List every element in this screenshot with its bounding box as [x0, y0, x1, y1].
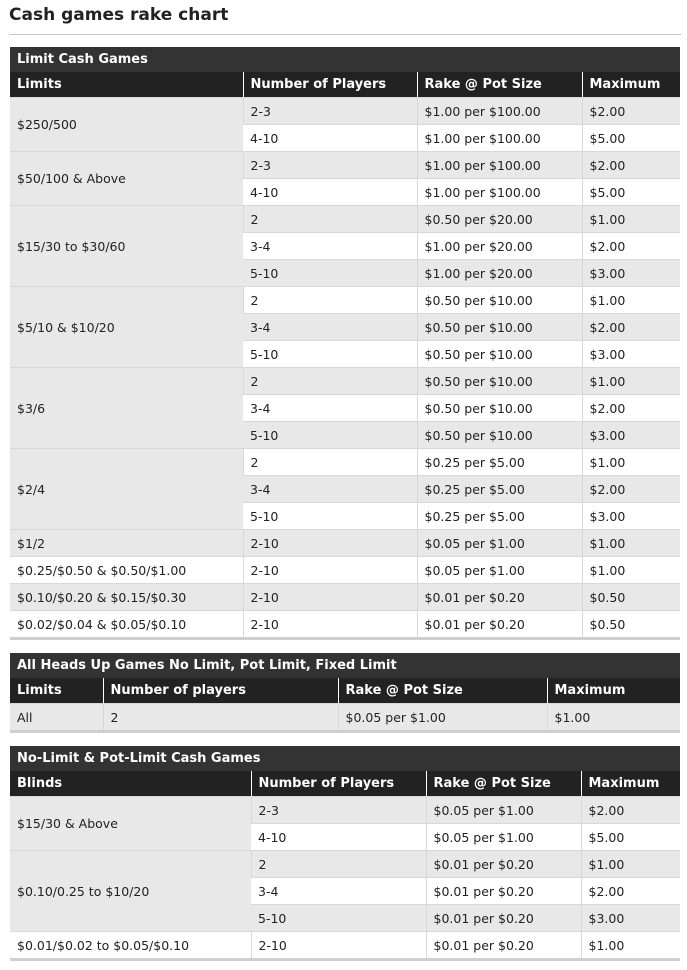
column-header-maximum: Maximum — [581, 771, 680, 797]
rake-cell: $0.05 per $1.00 — [338, 704, 547, 732]
header-row — [10, 72, 680, 98]
maximum-cell: $0.50 — [582, 584, 680, 611]
rake-cell: $0.05 per $1.00 — [417, 530, 582, 557]
rake-cell: $0.25 per $5.00 — [417, 449, 582, 476]
table-row — [10, 704, 680, 732]
rake-cell: $0.50 per $10.00 — [417, 341, 582, 368]
table-row — [10, 206, 680, 233]
title-divider — [9, 34, 681, 35]
rake-cell: $0.50 per $20.00 — [417, 206, 582, 233]
rake-cell: $0.50 per $10.00 — [417, 368, 582, 395]
limit-cell: $2/4 — [10, 449, 243, 530]
players-cell: 2-3 — [243, 152, 417, 179]
maximum-cell: $2.00 — [582, 395, 680, 422]
limit-cell: $250/500 — [10, 98, 243, 152]
limit-cell: $15/30 to $30/60 — [10, 206, 243, 287]
maximum-cell: $1.00 — [547, 704, 680, 732]
rake-cell: $0.01 per $0.20 — [426, 851, 581, 878]
header-row — [10, 771, 680, 797]
maximum-cell: $2.00 — [581, 878, 680, 905]
blinds-cell: $0.01/$0.02 to $0.05/$0.10 — [10, 932, 251, 960]
players-cell: 5-10 — [243, 341, 417, 368]
table-caption: No-Limit & Pot-Limit Cash Games — [10, 746, 680, 771]
table-row — [10, 932, 680, 960]
rake-cell: $0.25 per $5.00 — [417, 503, 582, 530]
limit-cash-games-table — [10, 47, 680, 640]
players-cell: 2 — [243, 287, 417, 314]
limit-cell: $3/6 — [10, 368, 243, 449]
rake-cell: $1.00 per $20.00 — [417, 260, 582, 287]
table-row — [10, 557, 680, 584]
limit-cell: $1/2 — [10, 530, 243, 557]
limit-cell: $0.10/$0.20 & $0.15/$0.30 — [10, 584, 243, 611]
players-cell: 3-4 — [243, 233, 417, 260]
table-row — [10, 851, 680, 878]
maximum-cell: $1.00 — [582, 449, 680, 476]
rake-cell: $0.05 per $1.00 — [426, 824, 581, 851]
column-header-maximum: Maximum — [547, 678, 680, 704]
maximum-cell: $2.00 — [582, 314, 680, 341]
players-cell: 3-4 — [243, 476, 417, 503]
rake-cell: $0.50 per $10.00 — [417, 395, 582, 422]
rake-cell: $0.01 per $0.20 — [426, 905, 581, 932]
players-cell: 4-10 — [243, 179, 417, 206]
no-limit-pot-limit-table — [10, 746, 680, 961]
column-header-limits: Limits — [10, 678, 103, 704]
players-cell: 2 — [251, 851, 426, 878]
header-row — [10, 678, 680, 704]
maximum-cell: $2.00 — [582, 233, 680, 260]
rake-cell: $0.25 per $5.00 — [417, 476, 582, 503]
maximum-cell: $2.00 — [582, 98, 680, 125]
players-cell: 2 — [243, 449, 417, 476]
column-header-blinds: Blinds — [10, 771, 251, 797]
maximum-cell: $1.00 — [582, 287, 680, 314]
rake-cell: $1.00 per $100.00 — [417, 152, 582, 179]
table-row — [10, 611, 680, 639]
maximum-cell: $1.00 — [581, 932, 680, 960]
heads-up-games-table — [10, 653, 680, 733]
players-cell: 5-10 — [243, 260, 417, 287]
limit-cell: $5/10 & $10/20 — [10, 287, 243, 368]
rake-cell: $1.00 per $100.00 — [417, 179, 582, 206]
maximum-cell: $2.00 — [581, 797, 680, 824]
rake-cell: $0.50 per $10.00 — [417, 422, 582, 449]
players-cell: 5-10 — [243, 503, 417, 530]
players-cell: 3-4 — [251, 878, 426, 905]
column-header-players: Number of Players — [243, 72, 417, 98]
rake-cell: $0.05 per $1.00 — [426, 797, 581, 824]
column-header-rake: Rake @ Pot Size — [417, 72, 582, 98]
rake-cell: $1.00 per $100.00 — [417, 98, 582, 125]
players-cell: 2 — [103, 704, 338, 732]
players-cell: 3-4 — [243, 314, 417, 341]
column-header-limits: Limits — [10, 72, 243, 98]
blinds-cell: $0.10/0.25 to $10/20 — [10, 851, 251, 932]
table-row — [10, 530, 680, 557]
rake-cell: $0.50 per $10.00 — [417, 314, 582, 341]
page-title: Cash games rake chart — [9, 5, 229, 25]
rake-cell: $0.01 per $0.20 — [417, 584, 582, 611]
column-header-maximum: Maximum — [582, 72, 680, 98]
maximum-cell: $3.00 — [582, 503, 680, 530]
players-cell: 2 — [243, 368, 417, 395]
rake-cell: $1.00 per $20.00 — [417, 233, 582, 260]
maximum-cell: $2.00 — [582, 476, 680, 503]
limit-cell: $50/100 & Above — [10, 152, 243, 206]
rake-cell: $1.00 per $100.00 — [417, 125, 582, 152]
maximum-cell: $5.00 — [581, 824, 680, 851]
maximum-cell: $3.00 — [582, 422, 680, 449]
players-cell: 2-3 — [243, 98, 417, 125]
table-row — [10, 287, 680, 314]
rake-cell: $0.05 per $1.00 — [417, 557, 582, 584]
players-cell: 2 — [243, 206, 417, 233]
limit-cell: $0.25/$0.50 & $0.50/$1.00 — [10, 557, 243, 584]
maximum-cell: $1.00 — [582, 530, 680, 557]
rake-cell: $0.01 per $0.20 — [417, 611, 582, 639]
maximum-cell: $1.00 — [581, 851, 680, 878]
rake-cell: $0.01 per $0.20 — [426, 878, 581, 905]
maximum-cell: $1.00 — [582, 368, 680, 395]
table-row — [10, 797, 680, 824]
column-header-players: Number of Players — [251, 771, 426, 797]
maximum-cell: $1.00 — [582, 206, 680, 233]
players-cell: 2-10 — [243, 584, 417, 611]
players-cell: 2-10 — [243, 530, 417, 557]
players-cell: 2-10 — [243, 557, 417, 584]
players-cell: 4-10 — [243, 125, 417, 152]
table-row — [10, 368, 680, 395]
table-row — [10, 98, 680, 125]
maximum-cell: $1.00 — [582, 557, 680, 584]
maximum-cell: $3.00 — [582, 260, 680, 287]
limit-cell: All — [10, 704, 103, 732]
maximum-cell: $3.00 — [581, 905, 680, 932]
maximum-cell: $5.00 — [582, 179, 680, 206]
table-row — [10, 152, 680, 179]
rake-cell: $0.50 per $10.00 — [417, 287, 582, 314]
players-cell: 2-10 — [251, 932, 426, 960]
column-header-rake: Rake @ Pot Size — [426, 771, 581, 797]
blinds-cell: $15/30 & Above — [10, 797, 251, 851]
table-row — [10, 584, 680, 611]
rake-cell: $0.01 per $0.20 — [426, 932, 581, 960]
players-cell: 2-3 — [251, 797, 426, 824]
players-cell: 5-10 — [243, 422, 417, 449]
limit-cell: $0.02/$0.04 & $0.05/$0.10 — [10, 611, 243, 639]
players-cell: 3-4 — [243, 395, 417, 422]
maximum-cell: $0.50 — [582, 611, 680, 639]
players-cell: 2-10 — [243, 611, 417, 639]
table-row — [10, 449, 680, 476]
players-cell: 5-10 — [251, 905, 426, 932]
maximum-cell: $3.00 — [582, 341, 680, 368]
table-caption: All Heads Up Games No Limit, Pot Limit, Fixed Limit — [10, 653, 680, 678]
maximum-cell: $5.00 — [582, 125, 680, 152]
column-header-rake: Rake @ Pot Size — [338, 678, 547, 704]
players-cell: 4-10 — [251, 824, 426, 851]
column-header-players: Number of players — [103, 678, 338, 704]
table-caption: Limit Cash Games — [10, 47, 680, 72]
maximum-cell: $2.00 — [582, 152, 680, 179]
